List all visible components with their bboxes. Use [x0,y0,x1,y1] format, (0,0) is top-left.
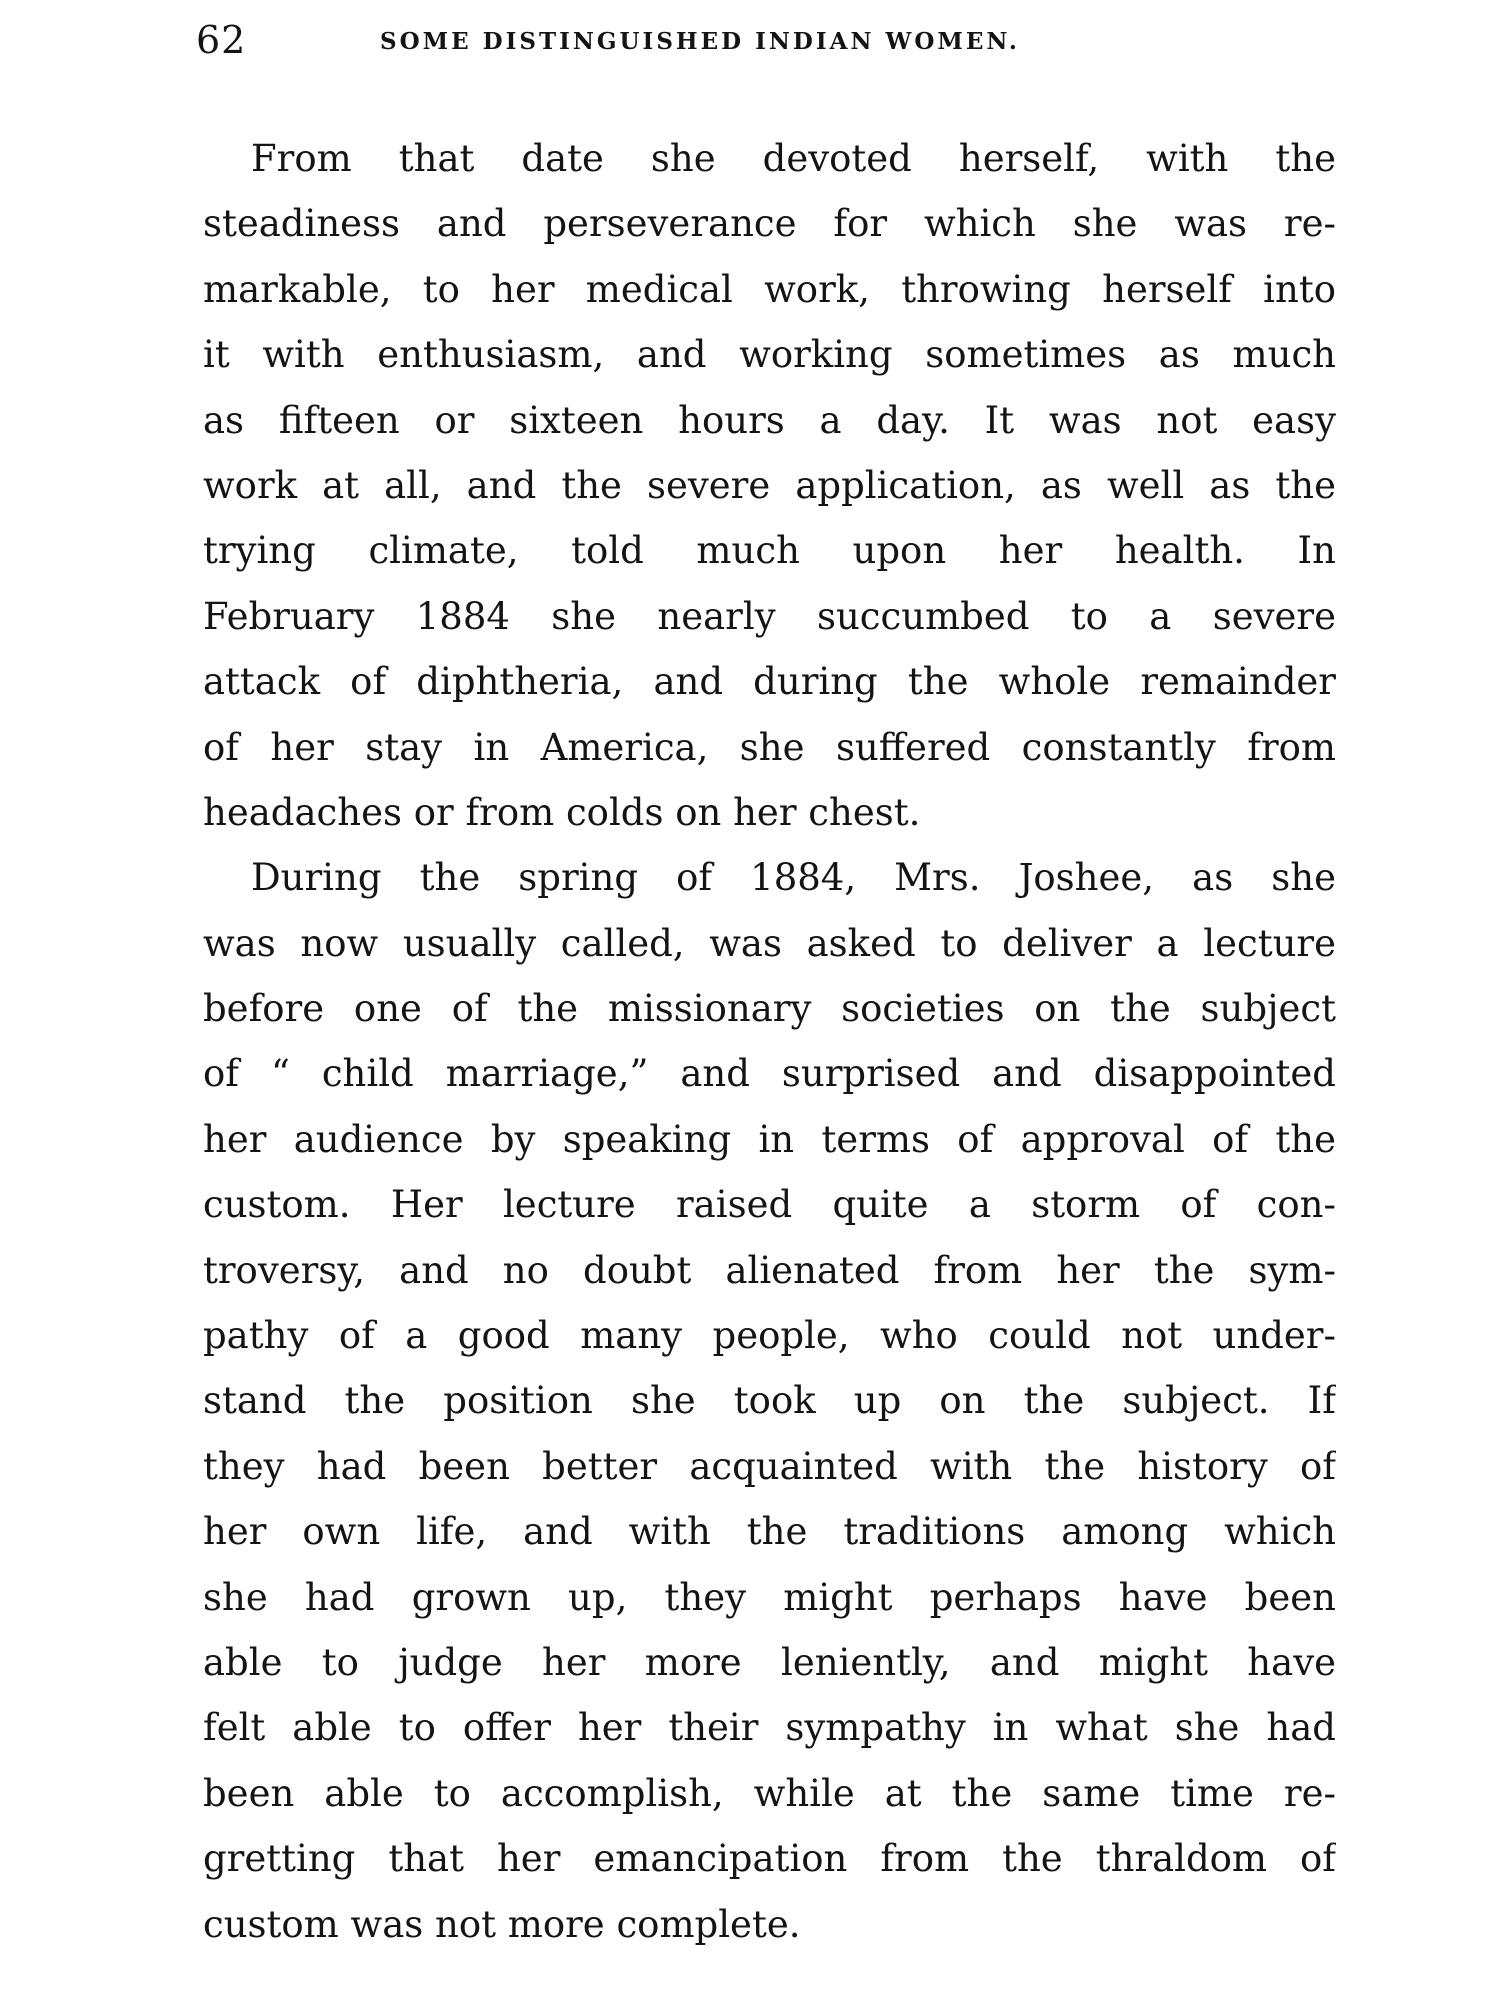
text-line: steadiness and perseverance for which she was re- [203,202,1336,246]
text-line: work at all, and the severe application, as well as the [203,463,1336,507]
text-line: she had grown up, they might perhaps have been [203,1575,1336,1619]
text-line: her own life, and with the traditions among which [203,1510,1336,1554]
body-text [203,126,1336,1957]
text-line: gretting that her emancipation from the thraldom of [203,1837,1336,1881]
page-number: 62 [196,18,247,62]
text-line: headaches or from colds on her chest. [203,790,921,834]
text-line: February 1884 she nearly succumbed to a severe [203,594,1336,638]
text-line: felt able to offer her their sympathy in what she had [203,1706,1336,1750]
running-title: SOME DISTINGUISHED INDIAN WOMEN. [380,28,1020,55]
text-line: her audience by speaking in terms of approval of the [203,1117,1336,1161]
text-line: During the spring of 1884, Mrs. Joshee, as she [251,856,1336,900]
text-line: custom was not more complete. [203,1902,801,1946]
text-line: been able to accomplish, while at the same time re- [203,1771,1336,1815]
text-line: of “ child marriage,” and surprised and disappointed [203,1052,1336,1096]
text-line: troversy, and no doubt alienated from her the sym- [203,1248,1336,1292]
text-line: trying climate, told much upon her health. In [203,529,1336,573]
text-line: pathy of a good many people, who could not under- [203,1314,1336,1358]
paragraph-2 [203,845,1336,1957]
text-line: custom. Her lecture raised quite a storm of con- [203,1183,1336,1227]
text-line: markable, to her medical work, throwing herself into [203,267,1336,311]
text-line: was now usually called, was asked to deliver a lecture [203,921,1336,965]
text-line: From that date she devoted herself, with the [251,137,1336,180]
text-line: attack of diphtheria, and during the whole remainder [203,660,1336,704]
text-line: of her stay in America, she suffered constantly from [203,725,1336,769]
text-line: stand the position she took up on the subject. If [203,1379,1336,1423]
text-line: able to judge her more leniently, and might have [203,1640,1336,1684]
text-line: as fifteen or sixteen hours a day. It was not easy [203,398,1336,442]
text-line: it with enthusiasm, and working sometimes as much [203,333,1336,377]
text-line: they had been better acquainted with the history of [203,1444,1336,1488]
paragraph-1 [203,126,1336,845]
text-line: before one of the missionary societies on the subject [203,987,1336,1031]
running-head [196,14,1156,74]
